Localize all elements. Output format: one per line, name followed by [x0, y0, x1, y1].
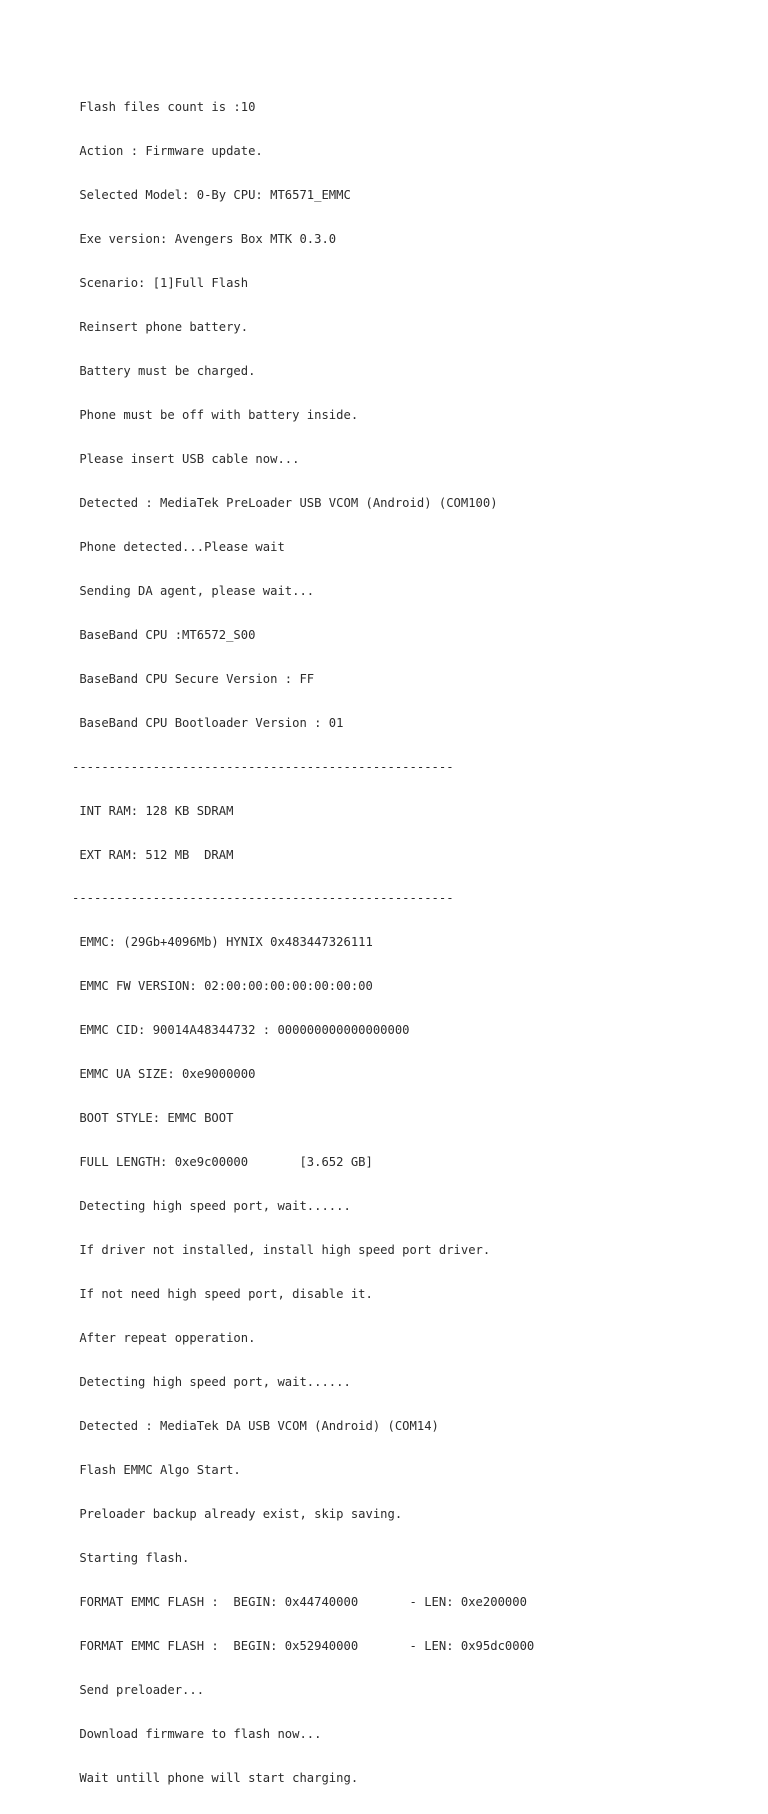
log-line: Preloader backup already exist, skip saving.	[72, 1506, 403, 1521]
log-line: Detecting high speed port, wait......	[72, 1199, 351, 1214]
log-line: BOOT STYLE: EMMC BOOT	[72, 1111, 234, 1126]
log-line: BaseBand CPU :MT6572_S00	[72, 627, 256, 642]
log-line: Reinsert phone battery.	[72, 320, 249, 335]
log-line: Starting flash.	[72, 1550, 190, 1565]
log-line: Detected : MediaTek DA USB VCOM (Android) (COM14)	[72, 1418, 439, 1433]
log-line: EMMC: (29Gb+4096Mb) HYNIX 0x483447326111	[72, 935, 373, 950]
log-line: Scenario: [1]Full Flash	[72, 276, 249, 291]
log-line: FORMAT EMMC FLASH : BEGIN: 0x44740000 - LEN: 0xe200000	[72, 1594, 527, 1609]
log-line: Detecting high speed port, wait......	[72, 1374, 351, 1389]
log-line: INT RAM: 128 KB SDRAM	[72, 803, 234, 818]
log-line: Detected : MediaTek PreLoader USB VCOM (Android) (COM100)	[72, 495, 498, 510]
log-line: EMMC CID: 90014A48344732 : 000000000000000000	[72, 1023, 410, 1038]
log-line: If not need high speed port, disable it.	[72, 1287, 373, 1302]
log-line: BaseBand CPU Bootloader Version : 01	[72, 715, 344, 730]
separator-line: ----------------------------------------------------	[72, 759, 454, 774]
log-line: EMMC FW VERSION: 02:00:00:00:00:00:00:00	[72, 979, 373, 994]
separator-line: ----------------------------------------------------	[72, 891, 454, 906]
log-line: Battery must be charged.	[72, 364, 256, 379]
log-line: Flash EMMC Algo Start.	[72, 1462, 241, 1477]
log-line: Wait untill phone will start charging.	[72, 1770, 359, 1785]
log-line: Download firmware to flash now...	[72, 1726, 322, 1741]
log-line: EXT RAM: 512 MB DRAM	[72, 847, 234, 862]
log-line: Exe version: Avengers Box MTK 0.3.0	[72, 232, 337, 247]
log-line: FULL LENGTH: 0xe9c00000 [3.652 GB]	[72, 1155, 373, 1170]
log-line: Phone must be off with battery inside.	[72, 407, 359, 422]
log-line: Flash files count is :10	[72, 100, 256, 115]
log-line: Please insert USB cable now...	[72, 451, 300, 466]
log-line: EMMC UA SIZE: 0xe9000000	[72, 1067, 256, 1082]
log-line: BaseBand CPU Secure Version : FF	[72, 671, 315, 686]
log-line: If driver not installed, install high speed port driver.	[72, 1243, 491, 1258]
log-line: Phone detected...Please wait	[72, 539, 285, 554]
log-line: Selected Model: 0-By CPU: MT6571_EMMC	[72, 188, 351, 203]
flash-log-text	[72, 71, 534, 1814]
log-line: Send preloader...	[72, 1682, 205, 1697]
log-line: After repeat opperation.	[72, 1331, 256, 1345]
log-line: Sending DA agent, please wait...	[72, 583, 315, 598]
log-line: FORMAT EMMC FLASH : BEGIN: 0x52940000 - LEN: 0x95dc0000	[72, 1638, 535, 1653]
log-line: Action : Firmware update.	[72, 144, 263, 159]
